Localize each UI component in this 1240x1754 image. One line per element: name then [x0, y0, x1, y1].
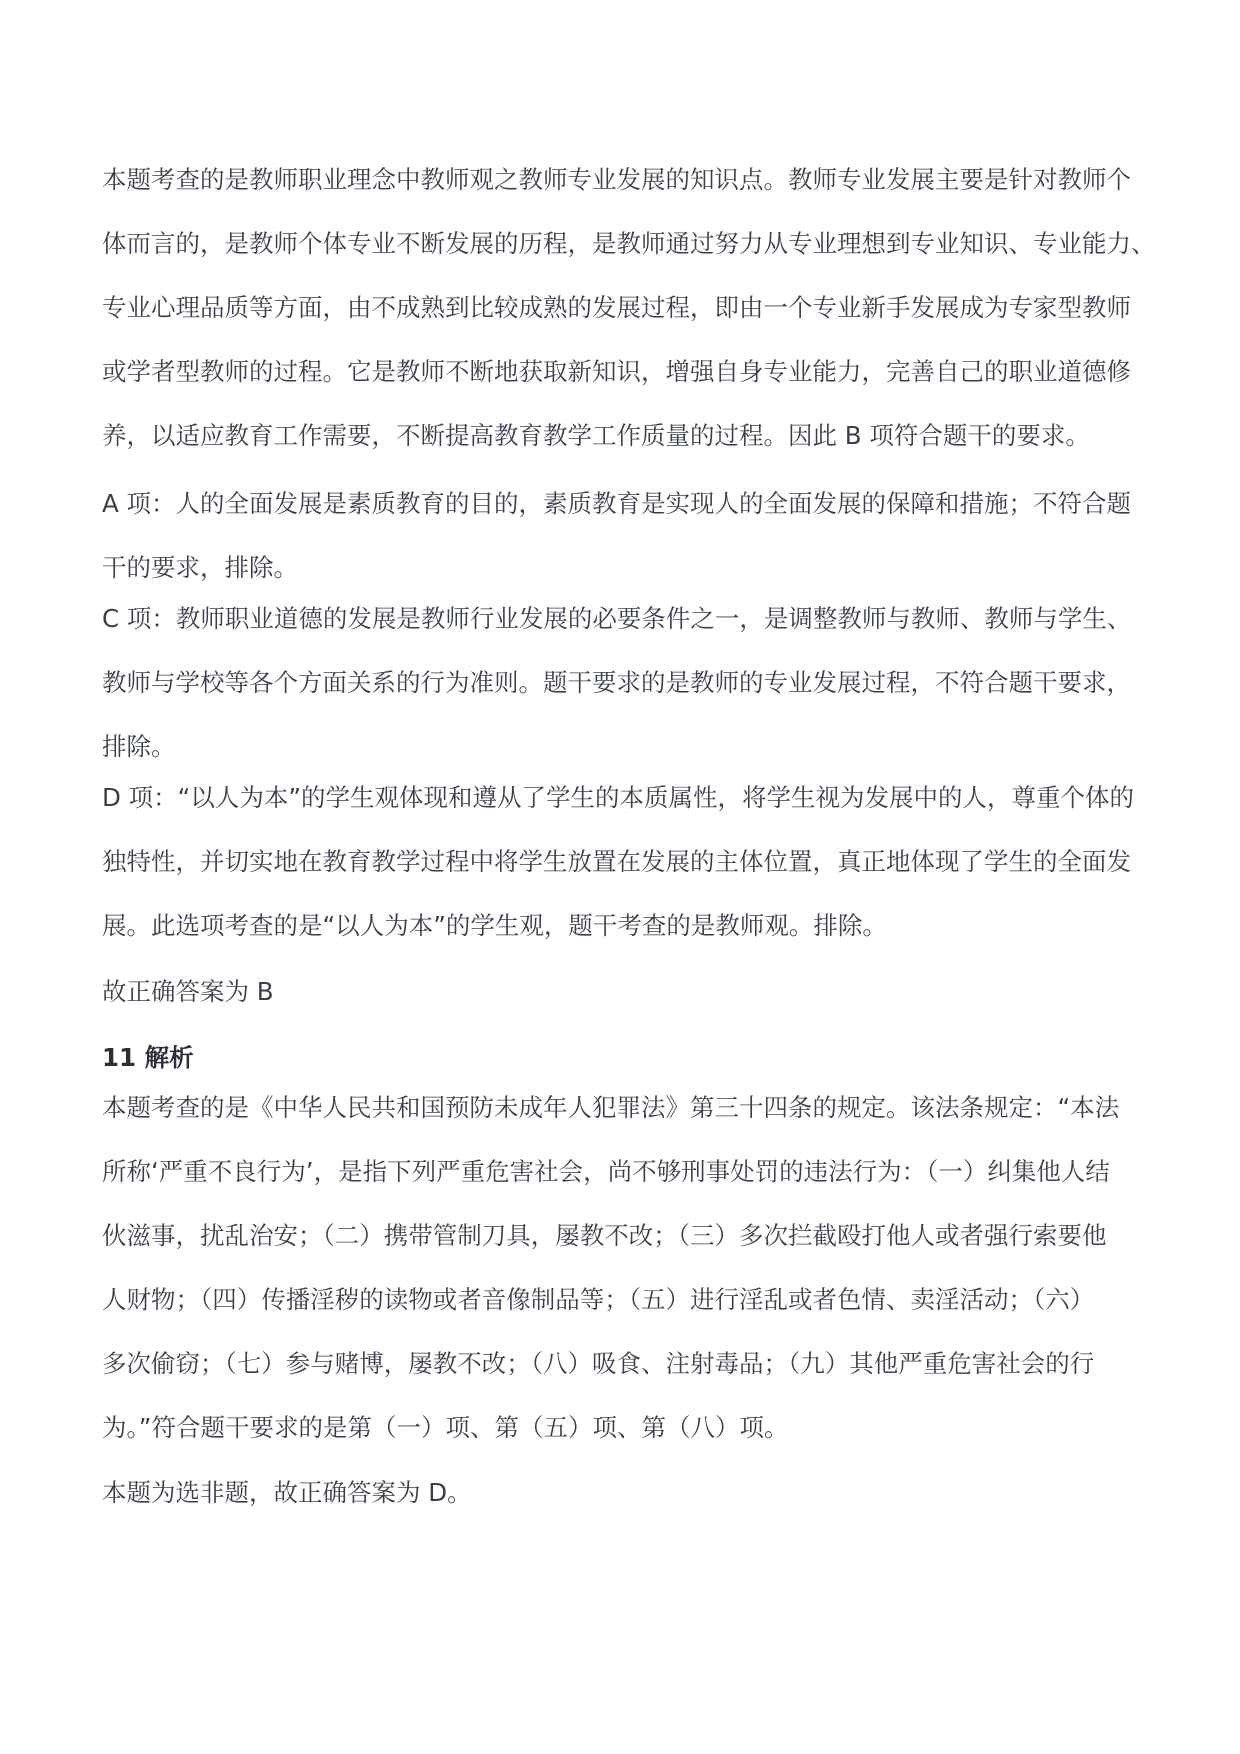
q10-explanation-line-3: 专业心理品质等方面，由不成熟到比较成熟的发展过程，即由一个专业新手发展成为专家型教师 [102, 293, 1131, 322]
q10-explanation-line-1: 本题考查的是教师职业理念中教师观之教师专业发展的知识点。教师专业发展主要是针对教师个 [102, 165, 1131, 194]
q11-line-2: 所称‘严重不良行为’，是指下列严重危害社会，尚不够刑事处罚的违法行为：（一）纠集他人结 [102, 1157, 1110, 1186]
q11-answer: 本题为选非题，故正确答案为 D。 [102, 1478, 472, 1507]
option-d-line-3: 展。此选项考查的是“以人为本”的学生观，题干考查的是教师观。排除。 [102, 911, 887, 940]
option-c-line-1: C 项：教师职业道德的发展是教师行业发展的必要条件之一，是调整教师与教师、教师与学生、 [102, 604, 1132, 633]
q11-line-6: 为。”符合题干要求的是第（一）项、第（五）项、第（八）项。 [102, 1413, 789, 1442]
option-c-line-3: 排除。 [102, 732, 176, 761]
q10-explanation-line-4: 或学者型教师的过程。它是教师不断地获取新知识，增强自身专业能力，完善自己的职业道德修 [102, 357, 1131, 386]
q10-answer: 故正确答案为 B [102, 977, 274, 1006]
option-d-line-2: 独特性，并切实地在教育教学过程中将学生放置在发展的主体位置，真正地体现了学生的全面发 [102, 847, 1131, 876]
option-a-line-1: A 项：人的全面发展是素质教育的目的，素质教育是实现人的全面发展的保障和措施；不符合题 [102, 489, 1132, 518]
q10-explanation-line-5: 养，以适应教育工作需要，不断提高教育教学工作质量的过程。因此 B 项符合题干的要求。 [102, 421, 1090, 450]
q11-line-5: 多次偷窃；（七）参与赌博，屡教不改；（八）吸食、注射毒品；（九）其他严重危害社会的行 [102, 1349, 1095, 1378]
option-a-line-2: 干的要求，排除。 [102, 553, 298, 582]
q11-line-4: 人财物；（四）传播淫秽的读物或者音像制品等；（五）进行淫乱或者色情、卖淫活动；（六） [102, 1285, 1095, 1314]
q11-heading: 11 解析 [102, 1043, 194, 1072]
q11-line-3: 伙滋事，扰乱治安；（二）携带管制刀具，屡教不改；（三）多次拦截殴打他人或者强行索要他 [102, 1221, 1107, 1250]
option-d-line-1: D 项：“以人为本”的学生观体现和遵从了学生的本质属性，将学生视为发展中的人，尊重个体的 [102, 783, 1135, 812]
option-c-line-2: 教师与学校等各个方面关系的行为准则。题干要求的是教师的专业发展过程，不符合题干要求， [102, 668, 1131, 697]
q10-explanation-line-2: 体而言的，是教师个体专业不断发展的历程，是教师通过努力从专业理想到专业知识、专业能力、 [102, 229, 1156, 258]
q11-line-1: 本题考查的是《中华人民共和国预防未成年人犯罪法》第三十四条的规定。该法条规定：“本法 [102, 1093, 1120, 1122]
